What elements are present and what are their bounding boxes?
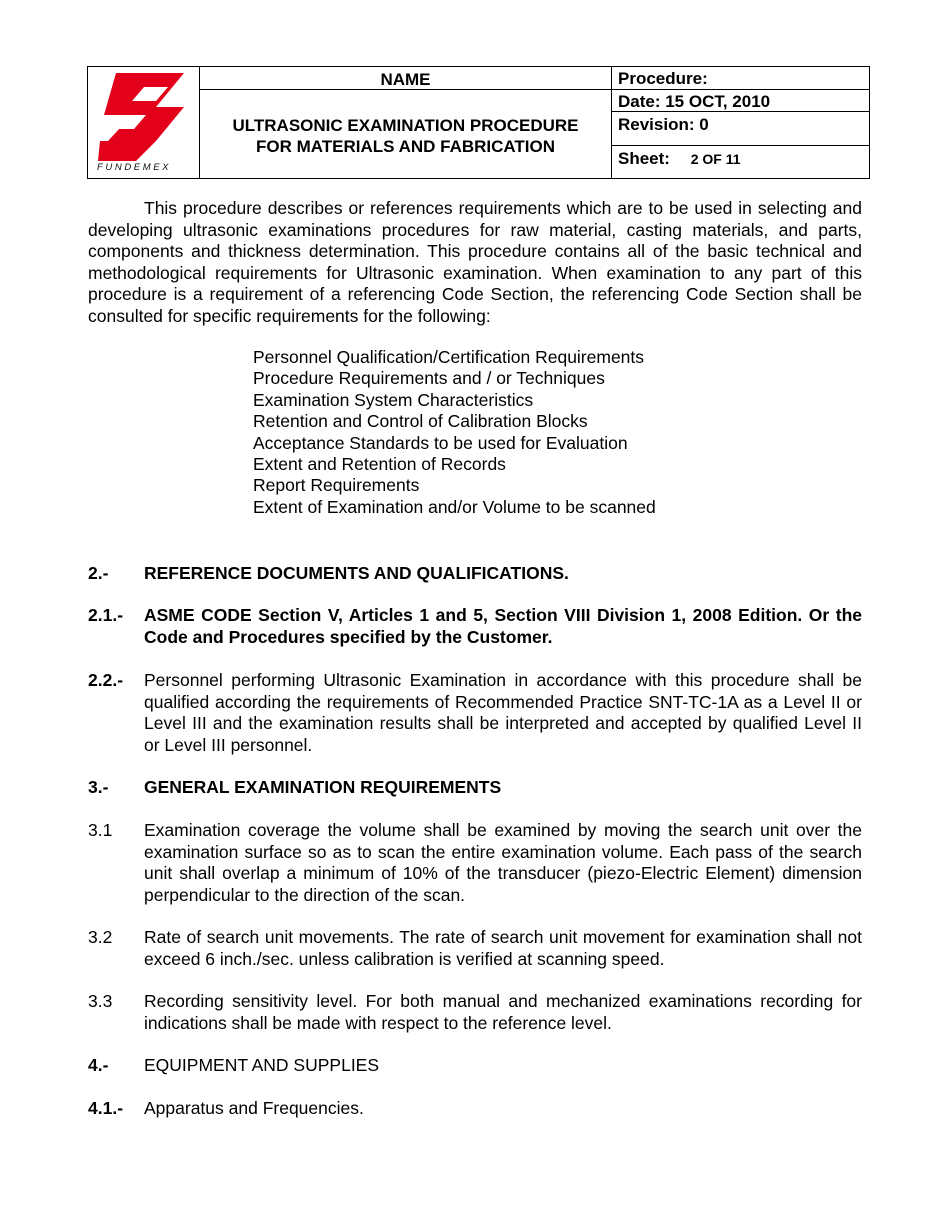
section-text: Recording sensitivity level. For both manual and mechanized examinations recording for indications shall be made with respect to the reference level. bbox=[144, 991, 862, 1033]
brand-name: FUNDEMEX bbox=[97, 162, 172, 173]
header-divider bbox=[611, 89, 869, 90]
list-item: Acceptance Standards to be used for Evaluation bbox=[253, 432, 628, 453]
section-text: Rate of search unit movements. The rate of search unit movement for examination shall not exceed 6 inch./sec. unless calibration is verified at scanning speed. bbox=[144, 927, 862, 969]
section-text: REFERENCE DOCUMENTS AND QUALIFICATIONS. bbox=[144, 563, 569, 583]
intro-paragraph bbox=[88, 198, 862, 327]
procedure-label: Procedure: bbox=[618, 69, 708, 88]
section-item bbox=[88, 1098, 862, 1120]
section-heading bbox=[88, 563, 862, 585]
section-text: Personnel performing Ultrasonic Examination in accordance with this procedure shall be qualified according the requirements of Recommended Practice SNT-TC-1A as a Level II or Level III and the examination results shall be interpreted and accepted by qualified Level II or Level III personnel. bbox=[144, 670, 862, 755]
header-divider bbox=[611, 145, 869, 146]
section-item bbox=[88, 820, 862, 906]
section-text: GENERAL EXAMINATION REQUIREMENTS bbox=[144, 777, 502, 797]
list-item: Report Requirements bbox=[253, 475, 420, 496]
sheet-value: 2 OF 11 bbox=[690, 151, 741, 167]
section-number: 4.- bbox=[88, 1055, 109, 1075]
list-item: Procedure Requirements and / or Techniques bbox=[253, 368, 605, 389]
section-text: Examination coverage the volume shall be examined by moving the search unit over the examination surface so as to scan the entire examination volume. Each pass of the search unit shall overlap a minimum of 10% of the transducer (piezo-Electric Element) dimension perpendicular to the direction of the scan. bbox=[144, 820, 862, 905]
requirements-list bbox=[253, 347, 656, 518]
date-label: Date: 15 OCT, 2010 bbox=[618, 92, 771, 111]
title-line-2: FOR MATERIALS AND FABRICATION bbox=[255, 137, 556, 156]
section-number: 4.1.- bbox=[88, 1098, 124, 1118]
section-number: 2.1.- bbox=[88, 605, 124, 625]
sheet-label bbox=[618, 149, 741, 169]
section-text: EQUIPMENT AND SUPPLIES bbox=[144, 1055, 380, 1075]
section-number: 2.2.- bbox=[88, 670, 124, 690]
section-number: 3.2 bbox=[88, 927, 113, 947]
list-item: Examination System Characteristics bbox=[253, 389, 534, 410]
section-heading bbox=[88, 1055, 862, 1077]
sheet-label-text: Sheet: bbox=[618, 149, 670, 168]
section-item bbox=[88, 991, 862, 1034]
list-item: Retention and Control of Calibration Blocks bbox=[253, 411, 588, 432]
revision-label: Revision: 0 bbox=[618, 115, 709, 134]
header-divider bbox=[611, 67, 612, 178]
document-title bbox=[200, 115, 611, 157]
list-item: Extent of Examination and/or Volume to be scanned bbox=[253, 496, 656, 517]
section-heading bbox=[88, 777, 862, 799]
section-item bbox=[88, 605, 862, 648]
name-label: NAME bbox=[380, 70, 431, 89]
list-item: Personnel Qualification/Certification Requirements bbox=[253, 347, 645, 367]
document-header bbox=[87, 66, 870, 179]
section-item bbox=[88, 670, 862, 756]
section-number: 3.- bbox=[88, 777, 109, 797]
list-item: Extent and Retention of Records bbox=[253, 454, 506, 475]
section-number: 3.1 bbox=[88, 820, 113, 840]
section-text: ASME CODE Section V, Articles 1 and 5, Section VIII Division 1, 2008 Edition. Or the Code and Procedures specified by the Customer. bbox=[144, 605, 862, 647]
section-number: 2.- bbox=[88, 563, 109, 583]
section-number: 3.3 bbox=[88, 991, 113, 1011]
section-text: Apparatus and Frequencies. bbox=[144, 1098, 364, 1118]
title-line-1: ULTRASONIC EXAMINATION PROCEDURE bbox=[232, 116, 579, 135]
fundemex-logo bbox=[94, 71, 194, 175]
section-item bbox=[88, 927, 862, 970]
intro-text: This procedure describes or references requirements which are to be used in selecting and developing ultrasonic examinations procedures for raw material, casting materials, and parts, components and thickness determination. This procedure contains all of the basic technical and methodological requirements for Ultrasonic examination. When examination to any part of this procedure is a requirement of a referencing Code Section, the referencing Code Section shall be consulted for specific requirements for the following: bbox=[88, 198, 862, 326]
